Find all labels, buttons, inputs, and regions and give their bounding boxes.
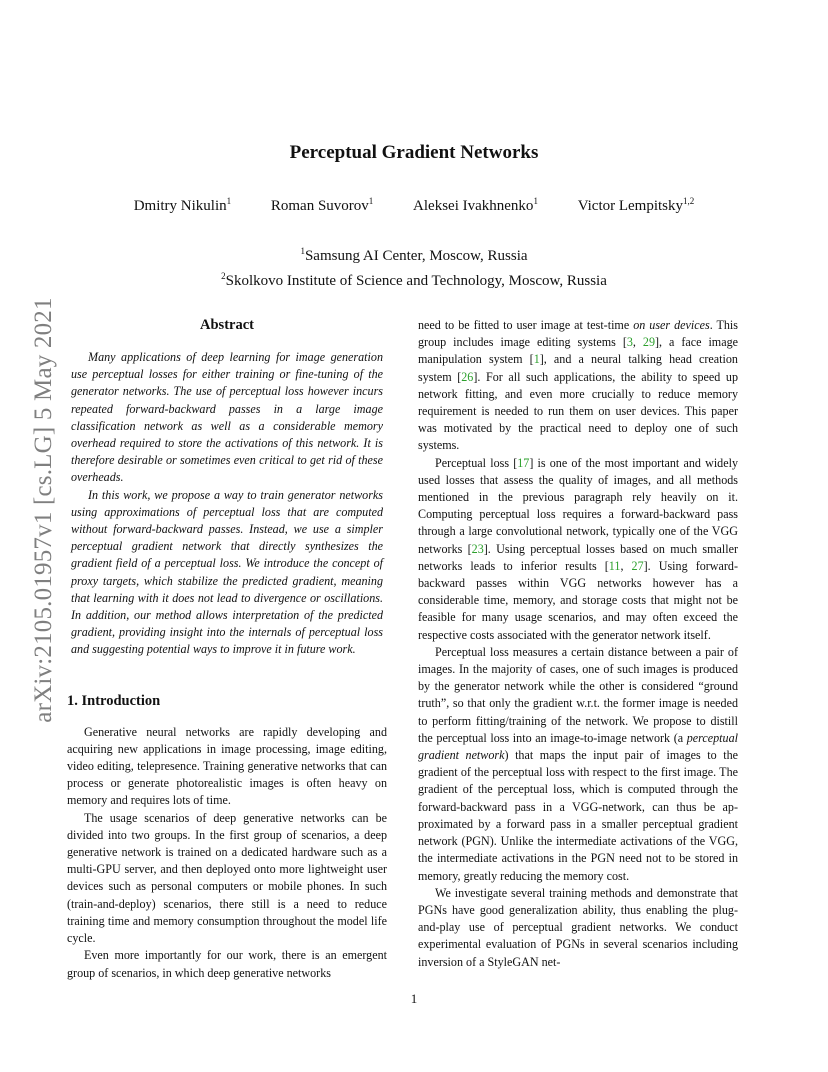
body-paragraph: Perceptual loss measures a certain distance between a pair of images. In the majority of cases, one of such images is produced by the generator network while the other is considered “ground truth”, so that only the gradient w.r.t. the former image is needed to perform fitting/training of the network. We propose to distill the perceptual loss into an image-to-image network (a perceptual gradient network) that maps the input pair of images to the gradient of the perceptual loss with respect to the first image. The gradient of the perceptual loss, which is computed through the forward-backward pass in a VGG-network, can thus be approximated by a forward pass in a smaller perceptual gradient network (PGN). Unlike the intermediate activations of the VGG, the intermediate activations in the PGN need not to be stored in memory, greatly reducing the memory cost.	[418, 644, 739, 883]
citation-link[interactable]: 11	[608, 558, 621, 573]
page-number: 1	[410, 991, 418, 1006]
body-paragraph: Perceptual loss [17] is one of the most important and widely used losses that assess the quality of images, and all methods mentioned in the previous paragraph rely heavily on it. Computing perceptual loss requires a forward-backward pass through a large convolutional network, typically one of the VGG networks [23]. Using perceptual losses based on much smaller networks leads to inferior results [11, 27]. Using forward-backward passes within VGG networks however has a considerable time, memory, and storage costs that might not be feasible for many usage scenarios, and may often exceed the respective costs associated with the generator network itself.	[418, 455, 739, 642]
body-paragraph: Generative neural networks are rapidly developing and acquiring new applications in image processing, image editing, video editing, telepresence. Training generative networks that can process or generate photorealistic images is often heavy on memory and requires lots of time.	[67, 724, 387, 808]
affiliations	[0, 241, 828, 291]
citation-link[interactable]: 17	[517, 455, 530, 470]
abstract-section	[67, 316, 387, 659]
author-list	[0, 196, 828, 215]
body-paragraph: need to be fitted to user image at test-time on user devices. This group includes image editing systems [3, 29], a face image manipulation system [1], and a neural talking head creation system [26]. For all such applications, the ability to speed up network fitting, and even more crucially to reduce memory requirement is needed to run them on user devices. This paper was motivated by the practical need to deploy one of such systems.	[418, 318, 738, 453]
paper-title: Perceptual Gradient Networks	[289, 142, 539, 163]
arxiv-stamp: arXiv:2105.01957v1 [cs.LG] 5 May 2021	[30, 297, 57, 723]
citation-link[interactable]: 29	[642, 335, 655, 350]
citation-link[interactable]: 26	[461, 369, 474, 384]
abstract-paragraph: Many applications of deep learning for image generation use perceptual losses for either training or fine-tuning of the generator networks. The use of perceptual loss however incurs repeated forward-backward passes in a large image classification network as well as a considerable memory overhead required to store the activations of this network. It is therefore desirable or sometimes even critical to get rid of these overheads.	[71, 350, 383, 485]
citation-link[interactable]: 23	[471, 541, 484, 556]
citation-link[interactable]: 3	[626, 335, 633, 350]
author: Aleksei Ivakhnenko$^1$	[413, 196, 538, 214]
author: Dmitry Nikulin$^1$	[133, 196, 232, 214]
affiliation: $^2$Skolkovo Institute of Science and Technology, Moscow, Russia	[221, 271, 607, 289]
author: Victor Lempitsky$^{1,2}$	[577, 196, 695, 214]
citation-link[interactable]: 27	[631, 558, 644, 573]
abstract-heading: Abstract	[200, 317, 254, 333]
body-paragraph: The usage scenarios of deep generative networks can be divided into two groups. In the first group of scenarios, a deep generative network is trained on a dedicated hardware such as a multi-GPU server, and then deployed onto more lightweight user devices such as personal computers or mobile phones. In such (train-and-deploy) scenarios, there still is a need to reduce training time and memory consumption throughout the model life cycle.	[67, 810, 387, 946]
body-paragraph: We investigate several training methods and demonstrate that PGNs have good generalization ability, thus enabling the plug-and-play use of perceptual gradient networks. We conduct experimental evaluation of PGNs in several scenarios including inversion of a StyleGAN net-	[418, 885, 738, 969]
body-paragraph: Even more importantly for our work, there is an emergent group of scenarios, in which deep generative networks	[67, 948, 387, 980]
affiliation: $^1$Samsung AI Center, Moscow, Russia	[300, 246, 528, 264]
citation-link[interactable]: 1	[533, 352, 540, 367]
section-heading-introduction: 1. Introduction	[67, 692, 161, 709]
right-column	[418, 317, 738, 971]
abstract-paragraph: In this work, we propose a way to train generator networks using approximations of perceptual loss that are computed without forward-backward passes. Instead, we use a simpler perceptual gradient network that directly synthesizes the gradient field of a perceptual loss. We introduce the concept of proxy targets, which stabilize the predicted gradient, meaning that learning with it does not lead to divergence or oscillations. In addition, our method allows interpretation of the predicted gradient, providing insight into the internals of perceptual loss and suggesting potential ways to improve it in future work.	[71, 487, 383, 657]
left-column	[67, 316, 387, 982]
author: Roman Suvorov$^1$	[270, 196, 374, 214]
